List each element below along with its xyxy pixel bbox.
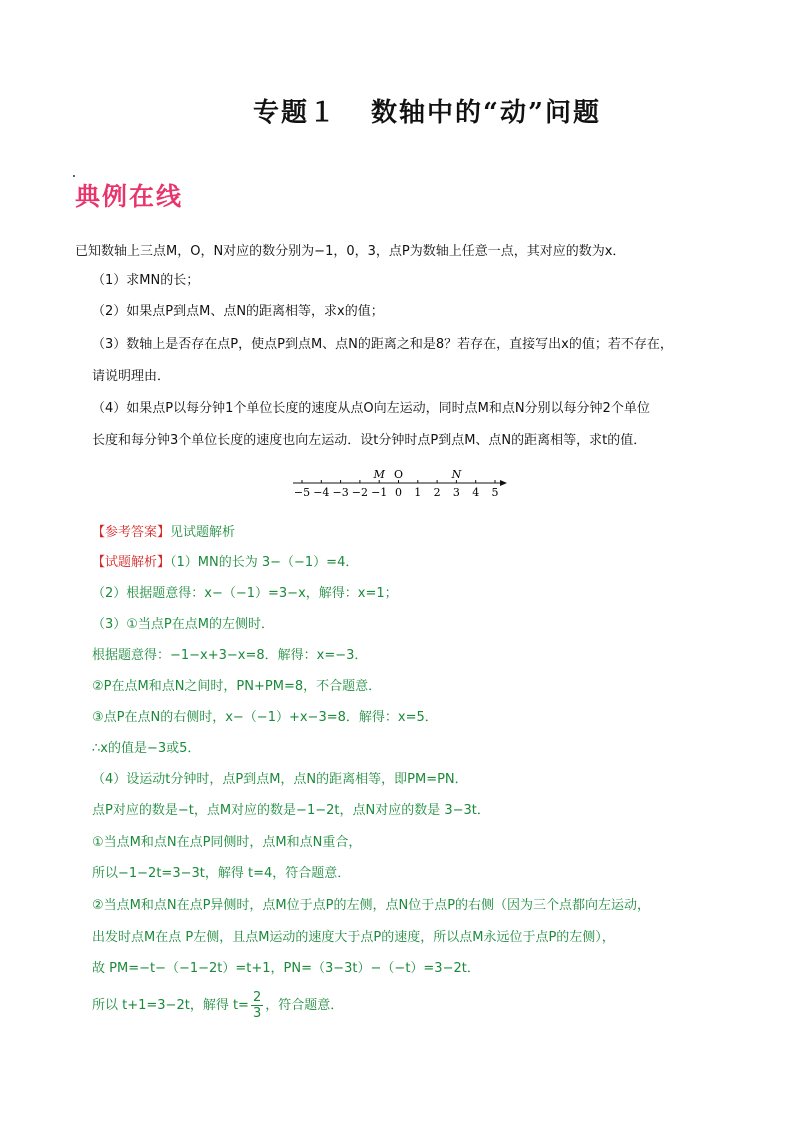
tick-label: 0: [395, 486, 402, 499]
analysis-label: 【试题解析】: [92, 555, 171, 570]
question-3-line-2: 请说明理由．: [92, 369, 171, 384]
analysis-line-11: 所以−1−2t=3−3t，解得 t=4，符合题意．: [92, 866, 351, 881]
analysis-line-6: ③点P在点N的右侧时，x−（−1）+x−3=8．解得：x=5．: [92, 710, 438, 725]
reference-answer: [92, 523, 235, 543]
question-1: （1）求MN的长；: [92, 273, 200, 288]
point-label-m: M: [373, 468, 385, 481]
analysis-line-13: 出发时点M在点 P左侧，且点M运动的速度大于点P的速度，所以点M永远位于点P的左侧），: [92, 930, 615, 945]
reference-answer-label: 【参考答案】: [92, 525, 171, 540]
section-heading: 典例在线: [75, 182, 184, 211]
problem-intro: 已知数轴上三点M，O，N对应的数分别为−1，0，3，点P为数轴上任意一点，其对应的数为x．: [75, 244, 626, 259]
fraction-denominator: 3: [252, 1006, 262, 1021]
reference-answer-text: 见试题解析: [170, 525, 236, 540]
fraction: [251, 990, 263, 1021]
analysis-line-12: ②当点M和点N在点P异侧时，点M位于点P的左侧，点N位于点P的右侧（因为三个点都向左运动，: [92, 898, 651, 913]
title-part-2: 数轴中的“动”问题: [371, 98, 601, 128]
tick-label: −1: [371, 486, 388, 499]
analysis-line-5: ②P在点M和点N之间时，PN+PM=8，不合题意．: [92, 679, 382, 694]
point-label-n: N: [451, 468, 462, 481]
analysis-line-1: [92, 553, 358, 573]
analysis-line-15-pre: 所以 t+1=3−2t，解得 t=: [92, 998, 249, 1013]
tick-label: −5: [293, 486, 311, 499]
tick-label: 1: [414, 486, 422, 499]
question-4-line-1: （4）如果点P以每分钟1个单位长度的速度从点O向左运动，同时点M和点N分别以每分钟2个单位: [92, 401, 650, 416]
question-2: （2）如果点P到点M、点N的距离相等，求x的值；: [92, 304, 384, 319]
point-label-o: O: [393, 468, 404, 481]
analysis-line-10: ①当点M和点N在点P同侧时，点M和点N重合，: [92, 835, 362, 850]
number-line-arrow: [500, 480, 507, 486]
tick-label: −3: [332, 486, 349, 499]
tick-label: 3: [452, 486, 460, 499]
analysis-line-2: （2）根据题意得：x−（−1）=3−x，解得：x=1；: [92, 586, 398, 601]
page-title: [0, 92, 794, 129]
analysis-line-8: （4）设运动t分钟时，点P到点M，点N的距离相等，即PM=PN．: [92, 772, 468, 787]
analysis-line-9: 点P对应的数是−t，点M对应的数是−1−2t，点N对应的数是 3−3t．: [92, 803, 490, 818]
tick-label: 5: [491, 486, 499, 499]
analysis-line-7: ∴x的值是−3或5．: [92, 741, 201, 756]
tick-label: 2: [433, 486, 441, 499]
fraction-numerator: 2: [252, 990, 262, 1005]
number-line-figure: [285, 463, 515, 508]
analysis-line-15-post: ，符合题意．: [265, 998, 344, 1013]
analysis-line-3: （3）①当点P在点M的左侧时．: [92, 617, 274, 632]
analysis-line-4: 根据题意得：−1−x+3−x=8．解得：x=−3．: [92, 648, 368, 663]
tick-label: −4: [313, 486, 330, 499]
analysis-text-1: （1）MN的长为 3−（−1）=4．: [170, 555, 359, 570]
tick-label: −2: [351, 486, 369, 499]
analysis-line-14: 故 PM=−t−（−1−2t）=t+1，PN=（3−3t）−（−t）=3−2t．: [92, 961, 480, 976]
question-3-line-1: （3）数轴上是否存在点P，使点P到点M、点N的距离之和是8？若存在，直接写出x的值；若不存在，: [92, 337, 673, 352]
question-4-line-2: 长度和每分钟3个单位长度的速度也向左运动．设t分钟时点P到点M、点N的距离相等，求t的值．: [92, 433, 647, 448]
tick-label: 4: [472, 486, 480, 499]
analysis-line-15: [92, 990, 343, 1021]
title-part-1: 专题１: [253, 98, 338, 128]
